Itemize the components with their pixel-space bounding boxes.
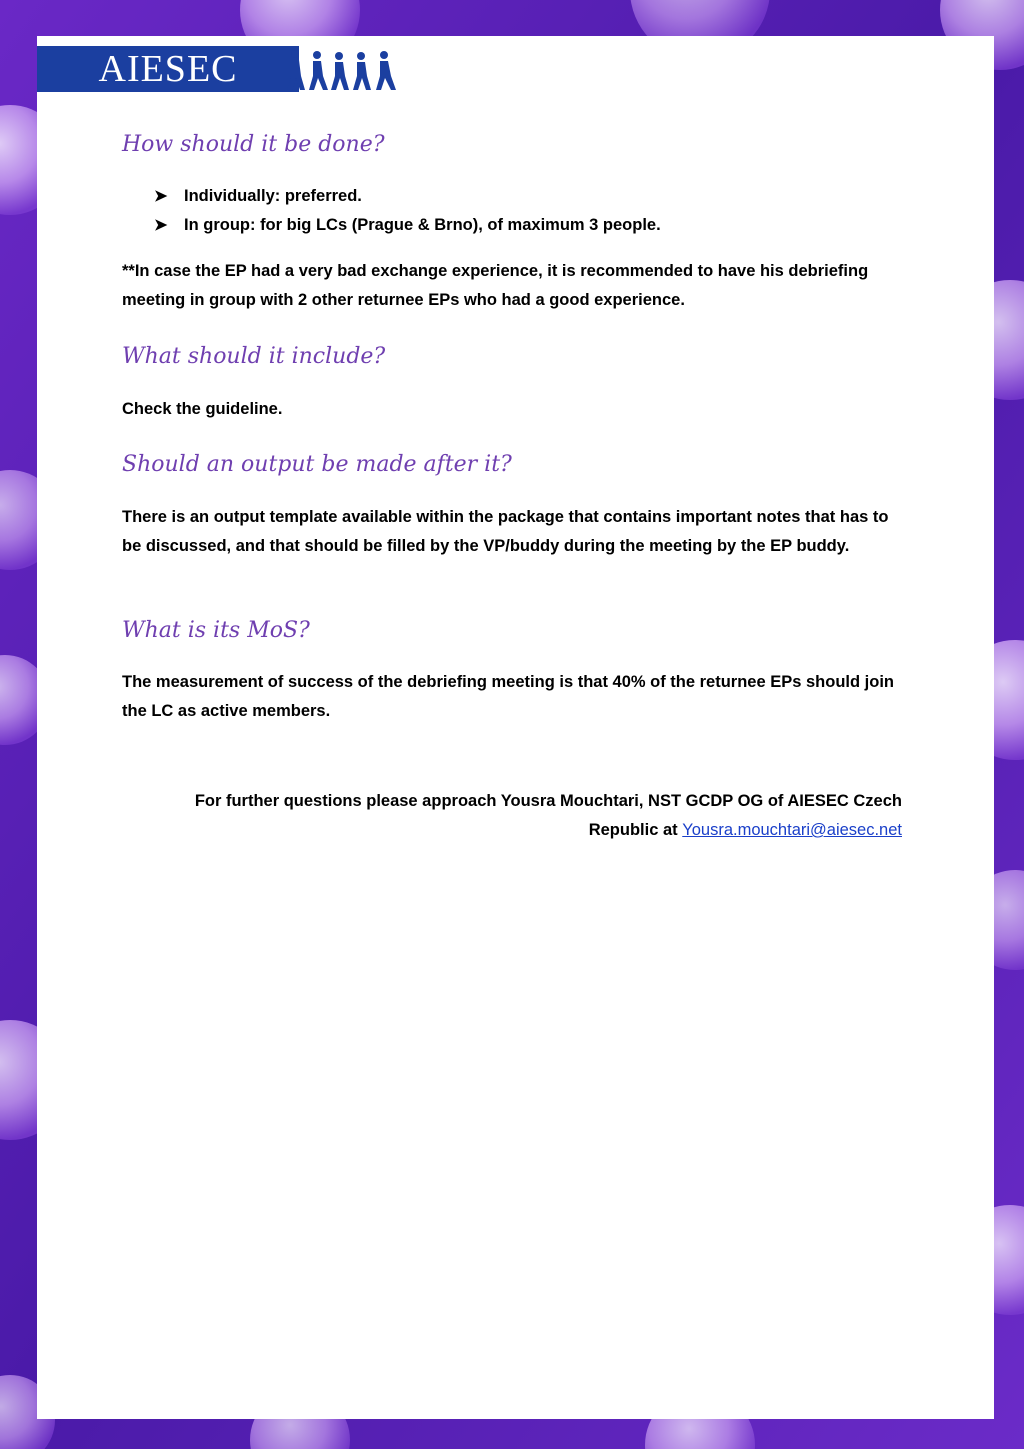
output-paragraph: There is an output template available within the package that contains important notes that has to be discussed, and that should be filled by the VP/buddy during the meeting by the EP buddy. [122, 508, 889, 555]
note-paragraph: **In case the EP had a very bad exchange experience, it is recommended to have his debriefing meeting in group with 2 other returnee EPs who had a good experience. [122, 262, 869, 309]
logo-bar [37, 46, 299, 92]
document-page: AIESEC How should it be done? ➤ Individually: preferred. ➤ In group: for big LCs (Prague & Brno), of maximum 3 people. **In case the EP had a very bad exchange experience, it is recommended to have his debriefing meeting in group with 2 other returnee EPs who had a good experience. What should it include? Check the guideline. Should an output be made after it? There is an output template available within the package that contains important notes that has to be discussed, and that should be filled by the VP/buddy during the meeting by the EP buddy. What is its MoS? The measurement of success of the debriefing meeting is that 40% of the returnee EPs should join the LC as active members. For further questions please approach Yousra Mouchtari, NST GCDP OG of AIESEC Czech Republic at Yousra.mouchtari@aiesec.net [37, 36, 994, 1419]
footer-contact [122, 787, 902, 845]
walking-people-icon [285, 46, 399, 94]
footer-line-2-prefix: Republic at [588, 821, 683, 839]
section-heading-include: What should it include? [122, 344, 386, 369]
section-heading-output: Should an output be made after it? [122, 452, 512, 477]
arrow-bullet-icon: ➤ [154, 217, 168, 234]
mos-paragraph: The measurement of success of the debriefing meeting is that 40% of the returnee EPs should join the LC as active members. [122, 673, 894, 720]
arrow-bullet-icon: ➤ [154, 188, 168, 205]
aiesec-logo [37, 46, 399, 94]
section-heading-how: How should it be done? [122, 132, 385, 157]
logo-text: AIESEC [98, 48, 238, 90]
section-heading-mos: What is its MoS? [122, 618, 310, 643]
email-link[interactable]: Yousra.mouchtari@aiesec.net [682, 821, 902, 839]
include-paragraph: Check the guideline. [122, 400, 283, 418]
footer-line-1: For further questions please approach Yousra Mouchtari, NST GCDP OG of AIESEC Czech [194, 792, 902, 810]
